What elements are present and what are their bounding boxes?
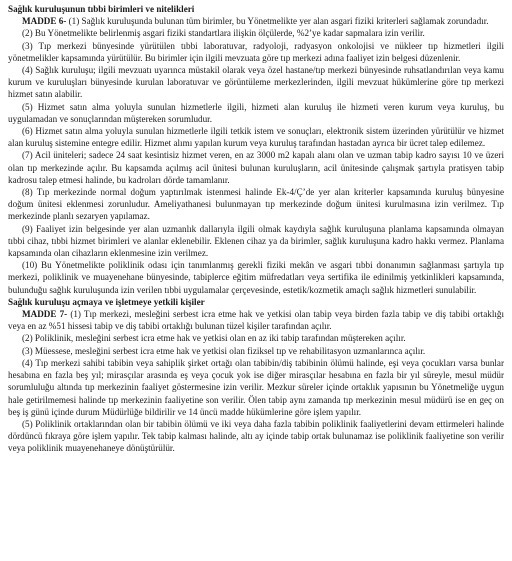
article-6-paragraph-1-text: (1) Sağlık kuruluşunda bulunan tüm birimler, bu Yönetmelikte yer alan asgari fiziki kriterleri sağlamak zorundadır. <box>68 16 489 27</box>
article-7-paragraph-3: (3) Müessese, mesleğini serbest icra etme hak ve yetkisi olan fiziksel tıp ve rehabilitasyon uzmanlarınca açılır. <box>22 345 426 356</box>
section-heading-7: Sağlık kuruluşu açmaya ve işletmeye yetkili kişiler <box>8 296 205 307</box>
article-7-label: MADDE 7- <box>22 309 68 320</box>
article-6-paragraph-1 <box>8 15 504 27</box>
article-6-paragraph-6: (6) Hizmet satın alma yoluyla sunulan hizmetlerle ilgili tetkik istem ve sonuçları, elektronik sistem üzerinden yürütülür ve hizmet alan kuruluş sistemine entegre edilir. Hizmet alımı yapılan kurum veya kuruluş tarafından hastadan ayrıca bir ücret talep edilemez. <box>8 126 504 149</box>
article-6-paragraph-3: (3) Tıp merkezi bünyesinde yürütülen tıbbi laboratuvar, radyoloji, radyasyon onkolojisi ve nükleer tıp hizmetleri ilgili yönetmelikler kapsamında yürütülür. Bu birimler için ilgili mevzuata göre tıp merkezi adına faaliyet izin belgesi düzenlenir. <box>8 40 504 63</box>
article-7-paragraph-2: (2) Poliklinik, mesleğini serbest icra etme hak ve yetkisi olan en az iki tabip tarafından müştereken açılır. <box>22 333 406 344</box>
article-7-paragraph-1-text: (1) Tıp merkezi, mesleğini serbest icra etme hak ve yetkisi olan tabip veya birden fazla tabip ve diş tabibi ortaklığı veya en az %51 hissesi tabip ve diş tabibi ortaklığı bulunan tüzel kişiler tarafından açılır. <box>8 309 504 332</box>
article-6-paragraph-9: (9) Faaliyet izin belgesinde yer alan uzmanlık dallarıyla ilgili olmak kaydıyla sağlık kuruluşuna planlama kapsamında olmayan tıbbi cihaz, tıbbi hizmet birimleri ve alanlar eklenebilir. Eklenen cihaz ya da birimler, sağlık kuruluşuna kadro hakkı vermez. Planlama kapsamında olan cihazların eklenmesine izin verilmez. <box>8 223 504 259</box>
article-6-paragraph-2: (2) Bu Yönetmelikte belirlenmiş asgari fiziki standartlara ilişkin ölçülerde, %2’ye kadar sapmalara izin verilir. <box>22 28 425 39</box>
article-7-paragraph-5: (5) Poliklinik ortaklarından olan bir tabibin ölümü ve iki veya daha fazla tabibin poliklinik faaliyetlerini devam ettirmeleri halinde dördüncü fıkraya göre işlem yapılır. Tek tabip kalması halinde, altı ay içinde tabip ortak bulunamaz ise poliklinik faaliyetine son verilir veya poliklinik muayenehaneye dönüştürülür. <box>8 418 504 454</box>
article-7-paragraph-4: (4) Tıp merkezi sahibi tabibin veya sahiplik şirket ortağı olan tabibin/diş tabibinin ölümü halinde, eşi veya çocukları varsa bunlar hesabına en fazla beş yıl; mirasçılar arasında eş veya çocuk yok ise diğer mirasçılar hesabına en fazla bir yıl süreyle, mesul müdür sorumluluğu altında tıp merkezinin faaliyet göstermesine izin verilir. Mezkur süreler içinde ortaklık yapısının bu Yönetmeliğe uygun hale getirilmemesi halinde tıp merkezinin faaliyetine son verilir. Ölen tabip aynı zamanda tıp merkezinin mesul müdürü ise en geç on beş iş günü içinde durum Müdürlüğe bildirilir ve 14 üncü madde hükümlerine göre işlem yapılır. <box>8 357 504 417</box>
article-6-paragraph-4: (4) Sağlık kuruluşu; ilgili mevzuatı uyarınca müstakil olarak veya özel hastane/tıp merkezi bünyesinde ruhsatlandırılan veya kamu kurum ve kuruluşları bünyesinde kurulan laboratuvar ve görüntüleme merkezlerinden, ilgili mevzuat hükümlerine göre tıp merkezi hizmet satın alabilir. <box>8 65 504 100</box>
article-7-paragraph-1 <box>8 308 504 332</box>
article-6-paragraph-8: (8) Tıp merkezinde normal doğum yaptırılmak istenmesi halinde Ek-4/Ç’de yer alan kriterler kapsamında kuruluş bünyesine doğum ünitesi eklenmesi zorunludur. Ameliyathanesi bulunmayan tıp merkezinde doğum ünitesi kurulmasına izin verilmez. Tıp merkezinde planlı sezaryen yapılamaz. <box>8 187 504 222</box>
article-6-paragraph-10: (10) Bu Yönetmelikte poliklinik odası için tanımlanmış gerekli fiziki mekân ve asgari tıbbi donanımın sağlanması şartıyla tıp merkezi, poliklinik ve muayenehane bünyesinde, tabiplerce eğitim müfredatları veya sertifika ile edinilmiş yetkinlikleri kapsamında, bulunduğu sağlık kuruluşunda izin verilen tıbbi uygulamalar çerçevesinde, estetik/kozmetik amaçlı sağlık hizmetleri sunulabilir. <box>8 260 504 295</box>
article-6-paragraph-7: (7) Acil üniteleri; sadece 24 saat kesintisiz hizmet veren, en az 3000 m2 kapalı alanı olan ve uzman tabip kadro sayısı 10 ve üzeri olan tıp merkezinde açılır. Bu kapsamda açılmış acil ünitesi bulunan kuruluşların, acil ünitesinde çalışmak şartıyla pratisyen tabip kadrosu talep etmesi halinde, bu kadroları dörde tamamlanır. <box>8 150 504 185</box>
article-6-label: MADDE 6- <box>22 16 67 27</box>
article-6-paragraph-5: (5) Hizmet satın alma yoluyla sunulan hizmetlerle ilgili, hizmeti alan kuruluş ile hizmeti veren kurum veya kuruluş, bu uygulamadan ve sonuçlarından müştereken sorumludur. <box>8 101 504 124</box>
section-heading-6: Sağlık kuruluşunun tıbbi birimleri ve nitelikleri <box>8 4 195 14</box>
